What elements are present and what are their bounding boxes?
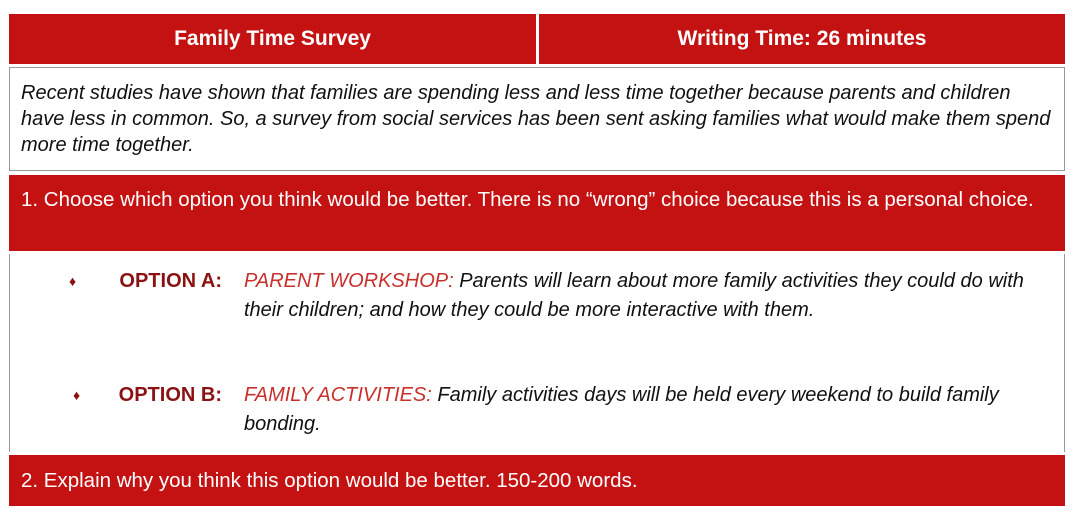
option-a-title: PARENT WORKSHOP: <box>244 270 454 292</box>
option-b-label: OPTION B: <box>118 384 222 406</box>
diamond-bullet-icon: ♦ <box>73 387 81 403</box>
option-b-text <box>244 381 1034 439</box>
question-1-banner <box>9 175 1065 251</box>
survey-title: Family Time Survey <box>174 27 371 50</box>
writing-time: Writing Time: 26 minutes <box>677 27 927 50</box>
options-section <box>9 254 1065 452</box>
question-2-banner <box>9 455 1065 506</box>
intro-box <box>9 67 1065 171</box>
survey-title-cell <box>9 14 536 64</box>
option-b-description: Family activities days will be held every weekend to build family bonding. <box>244 384 999 435</box>
option-a-description: Parents will learn about more family activities they could do with their children; and how they could be more interactive with them. <box>244 270 1024 321</box>
diamond-bullet-icon: ♦ <box>69 273 77 289</box>
option-a-label: OPTION A: <box>119 270 222 292</box>
question-2-text: 2. Explain why you think this option would be better. 150-200 words. <box>21 469 638 492</box>
question-1-text: 1. Choose which option you think would be better. There is no “wrong” choice because this is a personal choice. <box>21 188 1034 211</box>
option-a-text <box>244 267 1034 325</box>
intro-text: Recent studies have shown that families are spending less and less time together because parents and children have less in common. So, a survey from social services has been sent asking families what would make them spend more time together. <box>21 82 1051 156</box>
option-b-title: FAMILY ACTIVITIES: <box>244 384 432 406</box>
writing-time-cell <box>539 14 1065 64</box>
